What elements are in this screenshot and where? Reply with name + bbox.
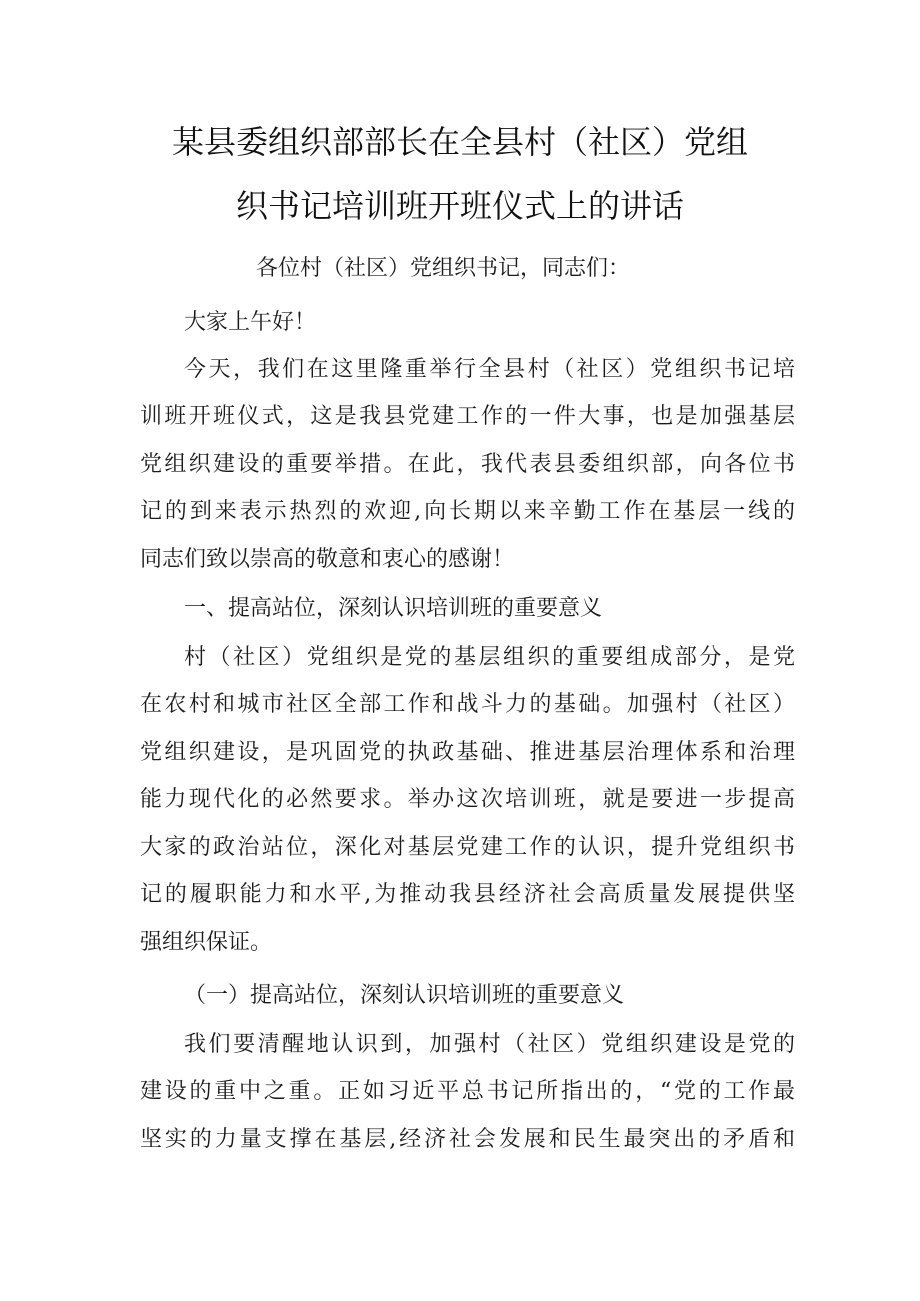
paragraph-line: 建设的重中之重。正如习近平总书记所指出的，“党的工作最: [140, 1079, 795, 1104]
paragraph-line: 能力现代化的必然要求。举办这次培训班，就是要进一步提高: [140, 787, 795, 812]
paragraph-line: 坚实的力量支撑在基层,经济社会发展和民生最突出的矛盾和: [140, 1127, 795, 1152]
paragraph-line: 训班开班仪式，这是我县党建工作的一件大事，也是加强基层: [140, 404, 795, 429]
subsection-heading: （一）提高站位，深刻认识培训班的重要意义: [184, 983, 625, 1008]
paragraph-line: 党组织建设的重要举措。在此，我代表县委组织部，向各位书: [140, 452, 795, 477]
paragraph-line: 记的履职能力和水平,为推动我县经济社会高质量发展提供坚: [140, 882, 795, 907]
paragraph-line: 大家的政治站位，深化对基层党建工作的认识，提升党组织书: [140, 835, 795, 860]
document-title-line-2: 织书记培训班开班仪式上的讲话: [235, 187, 684, 225]
paragraph-line: 同志们致以崇高的敬意和衷心的感谢！: [140, 547, 515, 572]
greeting: 大家上午好！: [184, 310, 317, 335]
paragraph-line: 记的到来表示热烈的欢迎,向长期以来辛勤工作在基层一线的: [140, 499, 795, 524]
paragraph-line: 村（社区）党组织是党的基层组织的重要组成部分，是党: [184, 645, 795, 670]
salutation: 各位村（社区）党组织书记，同志们：: [256, 256, 631, 281]
paragraph-line: 在农村和城市社区全部工作和战斗力的基础。加强村（社区）: [140, 692, 795, 717]
paragraph-line: 我们要清醒地认识到，加强村（社区）党组织建设是党的: [184, 1032, 795, 1057]
paragraph-line: 今天，我们在这里隆重举行全县村（社区）党组织书记培: [184, 357, 795, 382]
section-heading: 一、提高站位，深刻认识培训班的重要意义: [184, 596, 603, 621]
document-title-line-1: 某县委组织部部长在全县村（社区）党组: [171, 123, 748, 161]
paragraph-line: 党组织建设，是巩固党的执政基础、推进基层治理体系和治理: [140, 740, 795, 765]
paragraph-line: 强组织保证。: [140, 930, 273, 955]
